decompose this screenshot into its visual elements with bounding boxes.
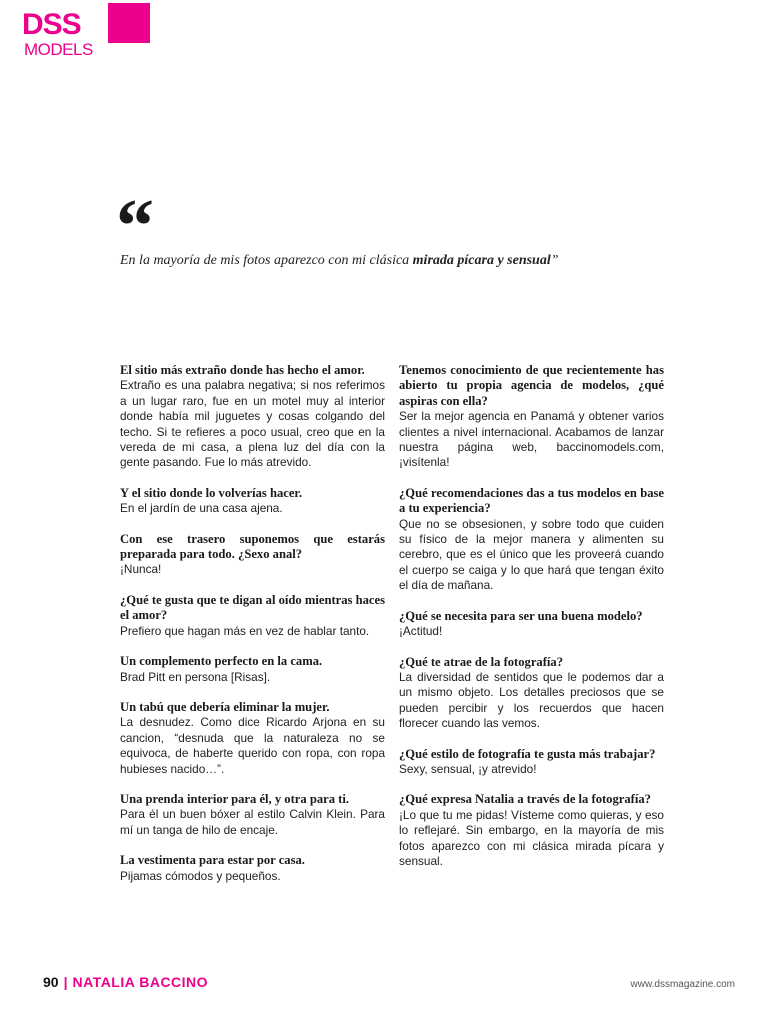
answer: Brad Pitt en persona [Risas].	[120, 669, 271, 684]
question: ¿Qué recomendaciones das a tus modelos en base a tu experiencia?	[399, 485, 664, 516]
left-column	[120, 363, 385, 899]
answer: Que no se obsesionen, y sobre todo que cuiden su físico de la mejor manera y alimenten su cerebro, que es el único que les proveerá cuando el cuerpo se caiga y lo que hará que tengan éxito el día de mañana.	[399, 516, 664, 593]
answer: Prefiero que hagan más en vez de hablar tanto.	[120, 623, 370, 638]
website-url: www.dssmagazine.com	[630, 979, 735, 990]
pull-quote-bold: mirada pícara y sensual	[412, 253, 551, 268]
question: Tenemos conocimiento de que recientemente has abierto tu propia agencia de modelos, ¿qué aspiras con ella?	[399, 363, 664, 408]
question: ¿Qué te gusta que te digan al oído mientras haces el amor?	[120, 592, 385, 623]
answer: Sexy, sensual, ¡y atrevido!	[399, 761, 537, 776]
logo-dss-text: DSS	[22, 8, 81, 41]
logo-pink-square	[108, 3, 150, 43]
question: El sitio más extraño donde has hecho el amor.	[120, 363, 365, 377]
answer: Pijamas cómodos y pequeños.	[120, 868, 281, 883]
qa-item	[120, 792, 385, 838]
answer: Ser la mejor agencia en Panamá y obtener varios clientes a nivel internacional. Acabamos de lanzar nuestra página web, baccinomodels.com, ¡visítenla!	[399, 409, 664, 470]
pull-quote-close: ”	[550, 253, 559, 268]
answer: La desnudez. Como dice Ricardo Arjona en su cancion, “desnuda que la naturaleza no se equivoca, de haberte querido con ropa, con ropa hubieses nacido…”.	[120, 715, 385, 776]
qa-item	[120, 853, 385, 884]
qa-item	[120, 532, 385, 578]
question: Un tabú que debería eliminar la mujer.	[120, 699, 330, 714]
answer: En el jardín de una casa ajena.	[120, 501, 283, 516]
qa-item	[399, 363, 664, 471]
answer: ¡Nunca!	[120, 562, 162, 577]
qa-item	[399, 792, 664, 869]
question: ¿Qué te atrae de la fotografía?	[399, 654, 564, 669]
answer: Extraño es una palabra negativa; si nos referimos a un lugar raro, fue en un motel muy al interior donde había mil juguetes y cosas colgando del techo. Si te refieres a poco usual, creo que en la vereda de mi casa, a plena luz del día con la gente pasando. Fue lo más atrevido.	[120, 378, 385, 470]
qa-item	[120, 486, 385, 517]
pull-quote-text: En la mayoría de mis fotos aparezco con mi clásica	[120, 253, 413, 268]
question: Con ese trasero suponemos que estarás preparada para todo. ¿Sexo anal?	[120, 531, 385, 562]
answer: ¡Lo que tu me pidas! Vísteme como quieras, y eso lo reflejaré. Sin embargo, en la mayoría de mis fotos aparezco con mi clásica mirada pícara y sensual.	[399, 807, 664, 868]
qa-item	[120, 593, 385, 639]
logo-models-text: MODELS	[24, 40, 93, 59]
question: ¿Qué se necesita para ser una buena modelo?	[399, 608, 643, 623]
answer: ¡Actitud!	[399, 624, 443, 639]
question: La vestimenta para estar por casa.	[120, 853, 305, 868]
qa-item	[120, 363, 385, 471]
question: Un complemento perfecto en la cama.	[120, 654, 323, 669]
qa-item	[399, 655, 664, 732]
right-column	[399, 363, 664, 884]
page-footer	[43, 974, 208, 990]
qa-item	[120, 654, 385, 685]
question: ¿Qué estilo de fotografía te gusta más trabajar?	[399, 746, 656, 761]
question: Una prenda interior para él, y otra para ti.	[120, 791, 350, 806]
answer: Para él un buen bóxer al estilo Calvin Klein. Para mí un tanga de hilo de encaje.	[120, 807, 385, 837]
dss-models-logo	[22, 3, 150, 59]
question: ¿Qué expresa Natalia a través de la fotografía?	[399, 792, 651, 807]
qa-item	[399, 747, 664, 778]
qa-item	[399, 609, 664, 640]
question: Y el sitio donde lo volverías hacer.	[120, 485, 303, 500]
page-number: 90	[43, 974, 59, 990]
pull-quote	[120, 253, 680, 269]
footer-separator: |	[63, 974, 68, 990]
section-title: NATALIA BACCINO	[72, 974, 209, 990]
quote-mark-icon: “	[116, 184, 154, 268]
answer: La diversidad de sentidos que le podemos dar a un mismo objeto. Los detalles preciosos que se pueden percibir y los recuerdos que hacen florecer cuando las vemos.	[399, 669, 664, 731]
qa-item	[399, 486, 664, 594]
qa-item	[120, 700, 385, 777]
